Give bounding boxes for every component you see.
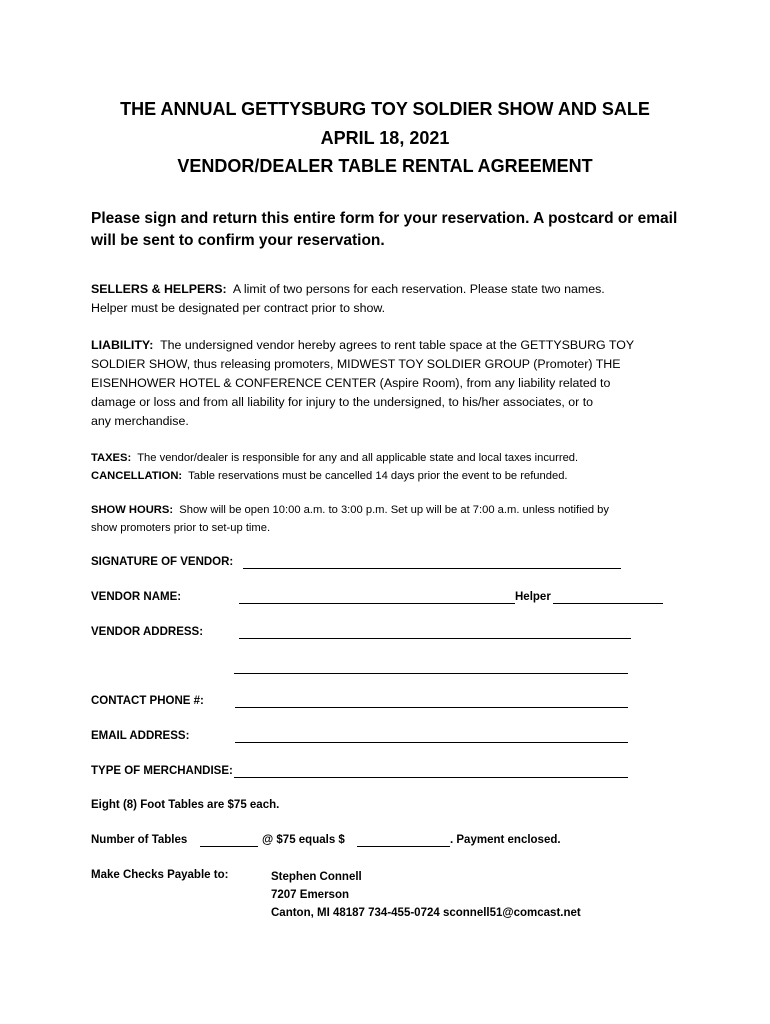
vendor-name-label: VENDOR NAME: xyxy=(91,591,182,603)
vendor-address-label: VENDOR ADDRESS: xyxy=(91,626,204,638)
merchandise-label: TYPE OF MERCHANDISE: xyxy=(91,765,233,777)
payment-enclosed-text: . Payment enclosed. xyxy=(450,834,561,846)
sellers-line-2: Helper must be designated per contract prior to show. xyxy=(91,301,386,315)
number-of-tables-label: Number of Tables xyxy=(91,834,188,846)
payee-city-contact: Canton, MI 48187 734-455-0724 sconnell51@comcast.net xyxy=(271,907,581,919)
show-hours-line-1: Show will be open 10:00 a.m. to 3:00 p.m. Set up will be at 7:00 a.m. unless notified by xyxy=(179,504,609,516)
liability-line-3: EISENHOWER HOTEL & CONFERENCE CENTER (Aspire Room), from any liability related to xyxy=(91,376,611,390)
email-address-label: EMAIL ADDRESS: xyxy=(91,730,190,742)
total-amount-field[interactable] xyxy=(357,846,450,847)
liability-line-1: The undersigned vendor hereby agrees to rent table space at the GETTYSBURG TOY xyxy=(160,338,635,352)
payable-address xyxy=(271,868,581,922)
taxes-label: TAXES: xyxy=(91,452,132,464)
intro-text xyxy=(91,208,691,252)
signature-label: SIGNATURE OF VENDOR: xyxy=(91,556,234,568)
show-hours-label: SHOW HOURS: xyxy=(91,504,174,516)
intro-line-1: Please sign and return this entire form for your reservation. A postcard or email xyxy=(91,210,678,227)
liability-label: LIABILITY: xyxy=(91,338,154,352)
show-hours-section xyxy=(91,502,691,537)
vendor-address-field-2[interactable] xyxy=(234,673,628,674)
liability-line-5: any merchandise. xyxy=(91,414,189,428)
contact-phone-field[interactable] xyxy=(235,707,628,708)
liability-line-4: damage or loss and from all liability for injury to the undersigned, to his/her associates, or to xyxy=(91,395,594,409)
vendor-name-field[interactable] xyxy=(239,603,515,604)
email-address-field[interactable] xyxy=(235,742,628,743)
show-hours-line-2: show promoters prior to set-up time. xyxy=(91,521,271,534)
taxes-text: The vendor/dealer is responsible for any and all applicable state and local taxes incurred. xyxy=(137,452,579,464)
helper-label: Helper xyxy=(515,591,551,603)
signature-field[interactable] xyxy=(243,568,621,569)
taxes-section xyxy=(91,450,691,485)
payee-name: Stephen Connell xyxy=(271,871,362,883)
vendor-address-field-1[interactable] xyxy=(239,638,631,639)
payee-street: 7207 Emerson xyxy=(271,889,349,901)
merchandise-field[interactable] xyxy=(234,777,628,778)
title-line-2: APRIL 18, 2021 xyxy=(320,128,450,148)
number-of-tables-field[interactable] xyxy=(200,846,258,847)
title-line-1: THE ANNUAL GETTYSBURG TOY SOLDIER SHOW AND SALE xyxy=(120,99,650,119)
sellers-section xyxy=(91,280,681,318)
payable-to-label: Make Checks Payable to: xyxy=(91,869,229,881)
liability-line-2: SOLDIER SHOW, thus releasing promoters, MIDWEST TOY SOLDIER GROUP (Promoter) THE xyxy=(91,357,621,371)
sellers-label: SELLERS & HELPERS: xyxy=(91,282,227,296)
sellers-line-1: A limit of two persons for each reservation. Please state two names. xyxy=(232,282,605,296)
liability-section xyxy=(91,336,681,431)
intro-line-2: will be sent to confirm your reservation. xyxy=(91,232,385,249)
price-equals-text: @ $75 equals $ xyxy=(262,834,345,846)
cancellation-label: CANCELLATION: xyxy=(91,469,183,482)
contact-phone-label: CONTACT PHONE #: xyxy=(91,695,204,707)
title-line-3: VENDOR/DEALER TABLE RENTAL AGREEMENT xyxy=(177,156,593,176)
helper-name-field[interactable] xyxy=(553,603,663,604)
table-price-note: Eight (8) Foot Tables are $75 each. xyxy=(91,799,280,811)
cancellation-text: Table reservations must be cancelled 14 days prior the event to be refunded. xyxy=(188,469,568,482)
